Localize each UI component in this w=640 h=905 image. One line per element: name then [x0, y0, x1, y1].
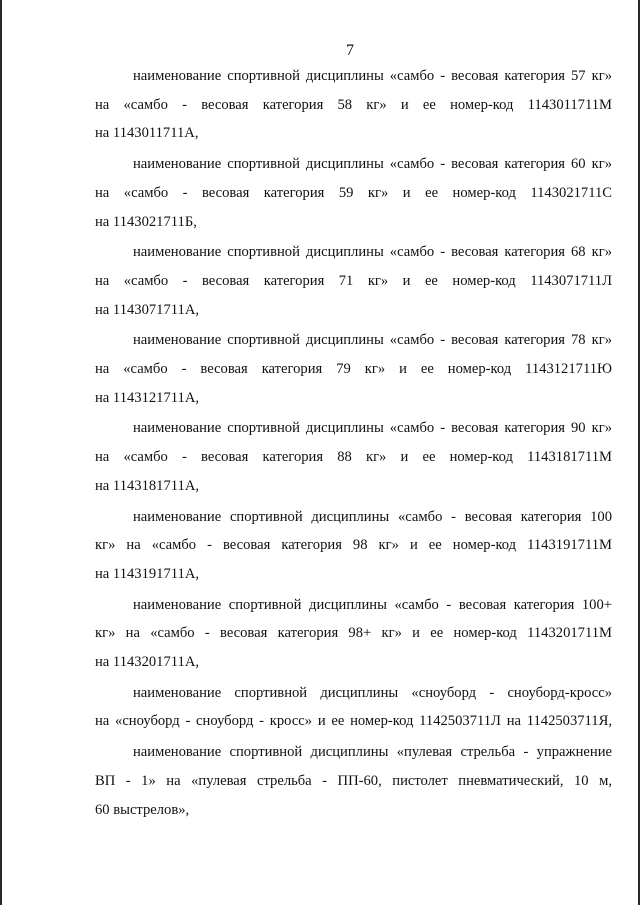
paragraph-line: 60 выстрелов»,	[95, 801, 190, 818]
paragraph	[95, 738, 612, 824]
paragraph-line: на 1143201711А,	[95, 654, 200, 671]
paragraph-line: на 1143191711А,	[95, 565, 200, 582]
paragraph-line: наименование спортивной дисциплины «самбо - весовая категория 68 кг»	[133, 244, 612, 261]
paragraph-line: наименование спортивной дисциплины «самбо - весовая категория 60 кг»	[133, 156, 612, 173]
paragraph-line: на 1143121711А,	[95, 389, 200, 406]
paragraph-line: на 1143011711А,	[95, 125, 199, 142]
paragraph	[95, 238, 612, 324]
paragraph-line: на «самбо - весовая категория 58 кг» и ее номер-код 1143011711М	[95, 96, 612, 113]
document-body	[95, 62, 612, 826]
paragraph-line: наименование спортивной дисциплины «сноуборд - сноуборд-кросс»	[133, 684, 612, 701]
paragraph	[95, 591, 612, 677]
paragraph	[95, 414, 612, 500]
paragraph-line: наименование спортивной дисциплины «самбо - весовая категория 100	[133, 508, 612, 525]
paragraph	[95, 326, 612, 412]
paragraph-line: на «самбо - весовая категория 71 кг» и ее номер-код 1143071711Л	[95, 272, 612, 289]
paragraph-line: наименование спортивной дисциплины «самбо - весовая категория 100+	[133, 596, 612, 613]
paragraph-line: наименование спортивной дисциплины «самбо - весовая категория 57 кг»	[133, 68, 612, 84]
paragraph	[95, 62, 612, 148]
paragraph-line: на «самбо - весовая категория 79 кг» и ее номер-код 1143121711Ю	[95, 361, 612, 378]
paragraph-line: на «самбо - весовая категория 88 кг» и ее номер-код 1143181711М	[95, 449, 612, 466]
paragraph	[95, 679, 612, 736]
paragraph	[95, 503, 612, 589]
paragraph-line: ВП - 1» на «пулевая стрельба - ПП-60, пистолет пневматический, 10 м,	[95, 772, 612, 789]
paragraph-line: кг» на «самбо - весовая категория 98 кг» и ее номер-код 1143191711М	[95, 537, 612, 554]
page-number: 7	[346, 42, 354, 59]
paragraph-line: наименование спортивной дисциплины «самбо - весовая категория 90 кг»	[133, 420, 612, 437]
paragraph-line: на 1143181711А,	[95, 477, 200, 494]
paragraph-line: на 1143021711Б,	[95, 213, 197, 230]
paragraph-line: на «самбо - весовая категория 59 кг» и ее номер-код 1143021711С	[95, 184, 612, 201]
paragraph	[95, 150, 612, 236]
scan-edge-left	[0, 0, 2, 905]
paragraph-line: кг» на «самбо - весовая категория 98+ кг» и ее номер-код 1143201711М	[95, 625, 612, 642]
paragraph-line: на «сноуборд - сноуборд - кросс» и ее номер-код 1142503711Л на 1142503711Я,	[95, 713, 612, 730]
paragraph-line: наименование спортивной дисциплины «самбо - весовая категория 78 кг»	[133, 332, 612, 349]
paragraph-line: на 1143071711А,	[95, 301, 200, 318]
paragraph-line: наименование спортивной дисциплины «пулевая стрельба - упражнение	[133, 744, 612, 761]
